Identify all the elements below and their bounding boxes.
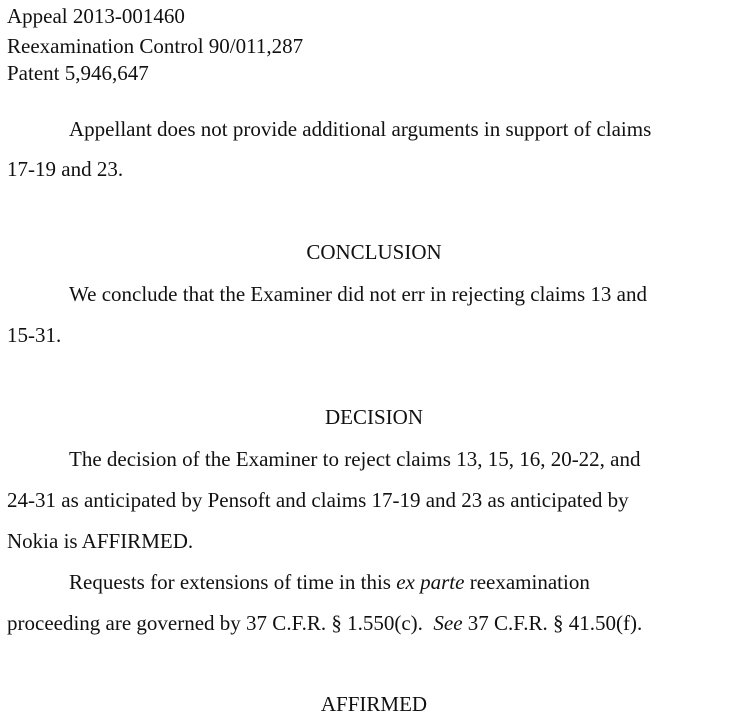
proceeding-text-b: 37 C.F.R. § 41.50(f). (462, 611, 643, 635)
see-italic: See (433, 611, 463, 635)
intro-paragraph-line-2: 17-19 and 23. (7, 157, 124, 181)
intro-paragraph-line-1: Appellant does not provide additional arguments in support of claims (69, 117, 652, 141)
extensions-text-a: Requests for extensions of time in this (69, 570, 397, 594)
decision-paragraph-line-2: 24-31 as anticipated by Pensoft and claims 17-19 and 23 as anticipated by (7, 488, 629, 512)
decision-paragraph-line-3: Nokia is AFFIRMED. (7, 529, 194, 553)
decision-heading: DECISION (325, 405, 423, 429)
conclusion-heading: CONCLUSION (306, 240, 442, 264)
ex-parte-italic: ex parte (396, 570, 465, 594)
appeal-number: Appeal 2013-001460 (7, 4, 185, 28)
conclusion-paragraph-line-2: 15-31. (7, 323, 62, 347)
decision-paragraph-line-1: The decision of the Examiner to reject claims 13, 15, 16, 20-22, and (69, 447, 641, 471)
affirmed-heading: AFFIRMED (320, 692, 428, 712)
patent-number: Patent 5,946,647 (7, 61, 149, 85)
conclusion-paragraph-line-1: We conclude that the Examiner did not err in rejecting claims 13 and (69, 282, 647, 306)
proceeding-text-a: proceeding are governed by 37 C.F.R. § 1.550(c). (7, 611, 434, 635)
extensions-paragraph-line-1 (69, 570, 590, 594)
extensions-paragraph-line-2 (7, 611, 642, 635)
extensions-text-b: reexamination (464, 570, 590, 594)
reexamination-control: Reexamination Control 90/011,287 (7, 34, 304, 58)
